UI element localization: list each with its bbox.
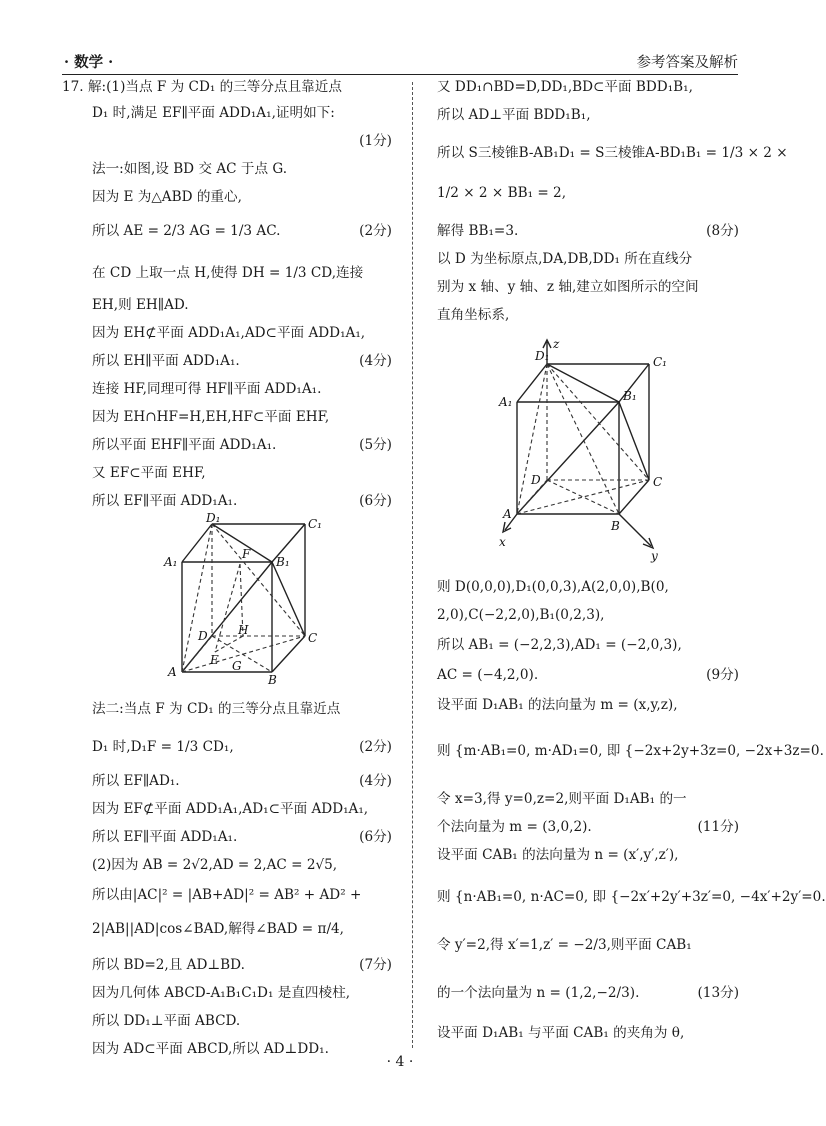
label-D1: D₁ [206, 511, 221, 525]
section-title: 参考答案及解析 [636, 55, 738, 71]
label-A: A [168, 665, 177, 679]
label-B: B [268, 673, 277, 687]
text-line: 设平面 CAB₁ 的法向量为 n = (x′,y′,z′), [437, 847, 679, 863]
label-C1: C₁ [308, 517, 322, 531]
label-D1: D₁ [535, 349, 550, 363]
label-z-axis: z [553, 337, 560, 351]
text-line: 所以 DD₁⊥平面 ABCD. [92, 1013, 241, 1029]
text-line: EH,则 EH∥AD. [92, 297, 189, 313]
label-B1: B₁ [623, 389, 637, 403]
text-line: 所以 AE = 2/3 AG = 1/3 AC. (2分) [92, 223, 392, 239]
text-line: 所以 S三棱锥B-AB₁D₁ = S三棱锥A-BD₁B₁ = 1/3 × 2 × [437, 145, 788, 161]
text-line: 设平面 D₁AB₁ 的法向量为 m = (x,y,z), [437, 697, 678, 713]
text-line: 17. 解:(1)当点 F 为 CD₁ 的三等分点且靠近点 [62, 79, 342, 95]
label-E: E [210, 653, 219, 667]
label-D: D [531, 473, 541, 487]
text-line: 因为 AD⊂平面 ABCD,所以 AD⊥DD₁. [92, 1041, 329, 1057]
text-line: 的一个法向量为 n = (1,2,−2/3). (13分) [437, 985, 739, 1001]
prism-figure-1 [160, 511, 322, 687]
label-A: A [503, 507, 512, 521]
column-divider [412, 82, 413, 1048]
label-F: F [242, 547, 251, 561]
text-line: 又 EF⊂平面 EHF, [92, 465, 206, 481]
text-line: 设平面 D₁AB₁ 与平面 CAB₁ 的夹角为 θ, [437, 1025, 685, 1041]
label-A1: A₁ [499, 395, 513, 409]
text-line: 所以 EF∥平面 ADD₁A₁. (6分) [92, 829, 392, 845]
text-line: 则 {n·AB₁=0, n·AC=0, 即 {−2x′+2y′+3z′=0, −4x′+2y′=0. [437, 889, 826, 905]
text-line: 别为 x 轴、y 轴、z 轴,建立如图所示的空间 [437, 279, 699, 295]
text-line: 2,0),C(−2,2,0),B₁(0,2,3), [437, 607, 605, 623]
label-G: G [232, 659, 242, 673]
text-line: 所以 EF∥平面 ADD₁A₁. (6分) [92, 493, 392, 509]
text-line: 2|AB||AD|cos∠BAD,解得∠BAD = π/4, [92, 921, 344, 937]
text-line: 所以平面 EHF∥平面 ADD₁A₁. (5分) [92, 437, 392, 453]
text-line: 所以 AD⊥平面 BDD₁B₁, [437, 107, 591, 123]
label-C: C [308, 631, 318, 645]
label-C: C [653, 475, 663, 489]
text-line: 以 D 为坐标原点,DA,DB,DD₁ 所在直线分 [437, 251, 693, 267]
page-number: · 4 · [386, 1054, 414, 1070]
text-line: (2)因为 AB = 2√2,AD = 2,AC = 2√5, [92, 857, 338, 873]
text-line: 因为 EF⊄平面 ADD₁A₁,AD₁⊂平面 ADD₁A₁, [92, 801, 369, 817]
label-C1: C₁ [653, 355, 667, 369]
label-H: H [238, 623, 249, 637]
text-line: 1/2 × 2 × BB₁ = 2, [437, 185, 567, 201]
subject-label: · 数学 · [64, 54, 114, 71]
text-line: 解得 BB₁=3. (8分) [437, 223, 739, 239]
label-y-axis: y [651, 549, 658, 563]
text-line: 所以 EH∥平面 ADD₁A₁. (4分) [92, 353, 392, 369]
coordinate-figure [499, 334, 669, 564]
text-line: 所以 AB₁ = (−2,2,3),AD₁ = (−2,0,3), [437, 637, 682, 653]
text-line: 连接 HF,同理可得 HF∥平面 ADD₁A₁. [92, 381, 322, 397]
text-line: 因为 E 为△ABD 的重心, [92, 189, 242, 205]
text-line: 法一:如图,设 BD 交 AC 于点 G. [92, 161, 288, 177]
page-header [62, 48, 738, 75]
text-line: 则 D(0,0,0),D₁(0,0,3),A(2,0,0),B(0, [437, 579, 669, 595]
label-A1: A₁ [164, 555, 178, 569]
text-line: 法二:当点 F 为 CD₁ 的三等分点且靠近点 [92, 701, 341, 717]
label-B: B [611, 519, 620, 533]
label-B1: B₁ [276, 555, 290, 569]
text-line: 直角坐标系, [437, 307, 510, 323]
text-line: 个法向量为 m = (3,0,2). (11分) [437, 819, 739, 835]
text-line: 令 y′=2,得 x′=1,z′ = −2/3,则平面 CAB₁ [437, 937, 692, 953]
text-line: 因为 EH⊄平面 ADD₁A₁,AD⊂平面 ADD₁A₁, [92, 325, 366, 341]
text-line: 因为 EH∩HF=H,EH,HF⊂平面 EHF, [92, 409, 330, 425]
text-line: 又 DD₁∩BD=D,DD₁,BD⊂平面 BDD₁B₁, [437, 79, 693, 95]
text-line: 令 x=3,得 y=0,z=2,则平面 D₁AB₁ 的一 [437, 791, 687, 807]
label-D: D [198, 629, 208, 643]
text-line: 则 {m·AB₁=0, m·AD₁=0, 即 {−2x+2y+3z=0, −2x+3z=0. [437, 743, 824, 759]
text-line: 因为几何体 ABCD-A₁B₁C₁D₁ 是直四棱柱, [92, 985, 351, 1001]
text-line: D₁ 时,D₁F = 1/3 CD₁, (2分) [92, 739, 392, 755]
label-x-axis: x [499, 535, 506, 549]
text-line: 所以 EF∥AD₁. (4分) [92, 773, 392, 789]
text-line: AC = (−4,2,0). (9分) [437, 667, 739, 683]
text-line: 所以 BD=2,且 AD⊥BD. (7分) [92, 957, 392, 973]
text-line: D₁ 时,满足 EF∥平面 ADD₁A₁,证明如下: [92, 105, 335, 121]
text-line: 所以由|AC|² = |AB+AD|² = AB² + AD² + [92, 887, 362, 903]
text-line: 在 CD 上取一点 H,使得 DH = 1/3 CD,连接 [92, 265, 364, 281]
